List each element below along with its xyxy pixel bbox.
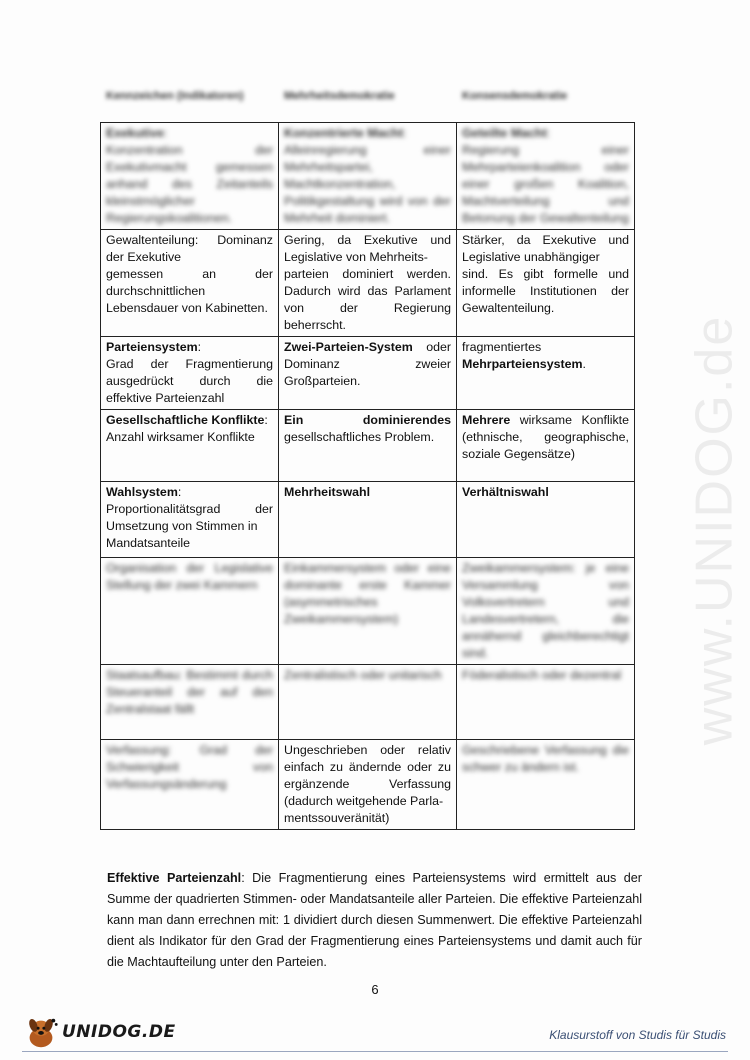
- cell-verfassung-indicator: Verfassung: Grad der Schwierigkeit von Verfassungsänderung: [101, 740, 279, 830]
- cell-konflikte-consensus: Mehrere wirksame Konflikte (ethnische, geographische, soziale Gegensätze): [457, 410, 635, 482]
- cell-exekutive-majority: Konzentrierte Macht: Alleinregierung einer Mehrheitspartei, Machtkonzentration, Politikgestaltung wird von der Mehrheit dominiert.: [279, 123, 457, 230]
- table-row: [101, 410, 635, 482]
- cell-staatsaufbau-indicator: Staatsaufbau: Bestimmt durch Steueranteil der auf den Zentralstaat fällt: [101, 665, 279, 740]
- table-header: [102, 90, 636, 110]
- brand-name: UNIDOG.DE: [62, 1022, 176, 1042]
- definition-text: : Die Fragmentierung eines Parteiensystems wird ermittelt aus der Summe der quadrierten Stimmen- oder Mandatsanteile aller Parteien. Die effektive Parteienzahl kann man dann errechnen mit: 1 dividiert durch diesen Summenwert. Die effektive Parteienzahl dient als Indikator für den Grad der Fragmentierung eines Parteiensystems und damit auch für die Machtaufteilung unter den Parteien.: [107, 871, 642, 969]
- cell-gewaltenteilung-indicator: Gewaltenteilung: Dominanz der Exekutive gemessen an der durchschnittlichen Lebensdauer von Kabinetten.: [101, 230, 279, 337]
- cell-wahlsystem-consensus: Verhältniswahl: [457, 482, 635, 558]
- header-col-indicators: Kennzeichen (Indikatoren): [106, 90, 244, 102]
- cell-konflikte-indicator: Gesellschaftliche Konflikte: Anzahl wirksamer Konflikte: [101, 410, 279, 482]
- cell-konflikte-majority: Ein dominierendes gesellschaftliches Problem.: [279, 410, 457, 482]
- cell-exekutive-consensus: Geteilte Macht: Regierung einer Mehrparteienkoalition oder einer großen Koalition, Machtverteilung und Betonung der Gewaltenteilung: [457, 123, 635, 230]
- table-row: [101, 230, 635, 337]
- cell-wahlsystem-indicator: Wahlsystem: Proportionalitätsgrad der Umsetzung von Stimmen in Mandatsanteile: [101, 482, 279, 558]
- cell-staatsaufbau-consensus: Föderalistisch oder dezentral: [457, 665, 635, 740]
- cell-staatsaufbau-majority: Zentralistisch oder unitarisch: [279, 665, 457, 740]
- dog-logo-icon: [22, 1013, 60, 1051]
- cell-legislative-consensus: Zweikammersystem: je eine Versammlung von Volksvertretern und Landesvertretern, die annähernd gleichberechtigt sind.: [457, 558, 635, 665]
- cell-legislative-majority: Einkammersystem oder eine dominante erste Kammer (asymmetrisches Zweikammersystem): [279, 558, 457, 665]
- table-row: [101, 558, 635, 665]
- cell-parteiensystem-majority: Zwei-Parteien-System oder Dominanz zweier Großparteien.: [279, 337, 457, 410]
- watermark: www.UNIDOG.de: [685, 314, 743, 746]
- cell-gewaltenteilung-majority: Gering, da Exekutive und Legislative von Mehrheits- parteien dominiert werden. Dadurch wird das Parlament von der Regierung beherrscht.: [279, 230, 457, 337]
- definition-term: Effektive Parteienzahl: [107, 871, 242, 885]
- header-col-consensus: Konsensdemokratie: [462, 90, 568, 102]
- cell-verfassung-consensus: Geschriebene Verfassung die schwer zu ändern ist.: [457, 740, 635, 830]
- header-col-majority: Mehrheitsdemokratie: [284, 90, 395, 102]
- footer-logo[interactable]: [22, 1012, 176, 1052]
- table-row: [101, 740, 635, 830]
- table-row: [101, 482, 635, 558]
- cell-gewaltenteilung-consensus: Stärker, da Exekutive und Legislative unabhängiger sind. Es gibt formelle und informelle Institutionen der Gewaltenteilung.: [457, 230, 635, 337]
- definition-paragraph: [107, 868, 642, 973]
- cell-legislative-indicator: Organisation der Legislative Stellung der zwei Kammern: [101, 558, 279, 665]
- comparison-table: [100, 122, 635, 830]
- table-row: [101, 337, 635, 410]
- footer-tagline: Klausurstoff von Studis für Studis: [549, 1028, 726, 1042]
- cell-verfassung-majority: Ungeschrieben oder relativ einfach zu ändernde oder zu ergänzende Verfassung (dadurch weitgehende Parla- mentssouveränität): [279, 740, 457, 830]
- cell-parteiensystem-indicator: Parteiensystem: Grad der Fragmentierung ausgedrückt durch die effektive Parteienzahl: [101, 337, 279, 410]
- page-number: 6: [371, 982, 379, 997]
- cell-wahlsystem-majority: Mehrheitswahl: [279, 482, 457, 558]
- footer-divider: [22, 1051, 728, 1052]
- cell-parteiensystem-consensus: fragmentiertes Mehrparteiensystem.: [457, 337, 635, 410]
- table-row: [101, 123, 635, 230]
- table-row: [101, 665, 635, 740]
- cell-exekutive-indicator: Exekutive: Konzentration der Exekutivmacht gemessen anhand des Zeitanteils kleinstmöglicher Regierungskoalitionen.: [101, 123, 279, 230]
